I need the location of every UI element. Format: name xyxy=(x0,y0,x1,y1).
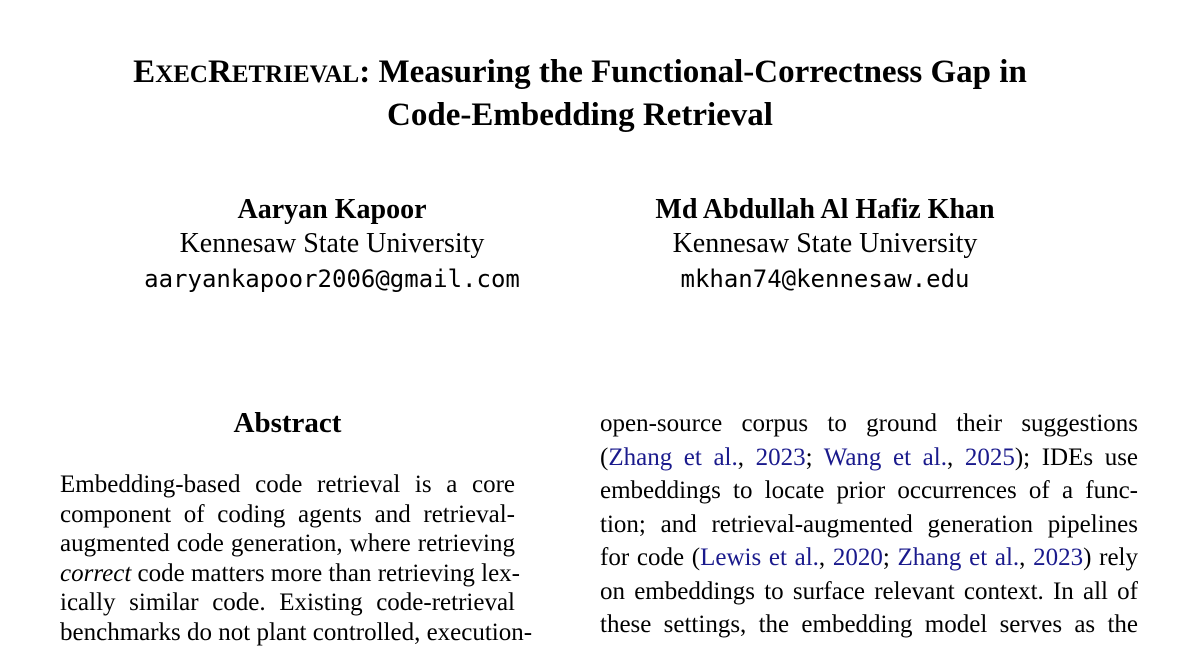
abstract-line: augmented code generation, where retrieving xyxy=(60,530,515,558)
citation-year-link[interactable]: 2020 xyxy=(832,544,883,571)
abstract-line-rest: code matters more than retrieving lex- xyxy=(131,559,520,587)
intro-line: these settings, the embedding model serves as the xyxy=(600,611,1138,638)
intro-line: open-source corpus to ground their suggestions xyxy=(600,410,1138,437)
citation-sep: , xyxy=(737,443,756,471)
intro-line-rest: ); IDEs use xyxy=(1014,443,1139,471)
title-smallcaps-initial: E xyxy=(133,54,156,90)
author-affiliation: Kennesaw State University xyxy=(672,228,978,259)
intro-line-pre: for code ( xyxy=(600,544,701,571)
paren: ( xyxy=(600,443,609,471)
intro-line: tion; and retrieval-augmented generation pipelines xyxy=(600,510,1138,538)
citation-year-link[interactable]: 2023 xyxy=(1033,544,1084,571)
intro-line: embeddings to locate prior occurrences of a func- xyxy=(600,477,1138,504)
citation-lewis-2020[interactable]: Lewis et al. xyxy=(700,544,819,571)
author-email: mkhan74@kennesaw.edu xyxy=(680,265,970,293)
author-block-2 xyxy=(575,193,1075,297)
citation-zhang-2023[interactable]: Zhang et al. xyxy=(608,443,738,471)
author-name: Aaryan Kapoor xyxy=(237,194,427,225)
author-name: Md Abdullah Al Hafiz Khan xyxy=(655,194,995,225)
title-smallcaps: ETRIEVAL xyxy=(231,61,360,88)
emphasis-correct: correct xyxy=(60,559,132,587)
title-rest: : Measuring the Functional-Correctness Gap in xyxy=(359,54,1027,90)
abstract-body xyxy=(60,470,533,648)
citation-sep: ; xyxy=(805,443,824,471)
paper-title xyxy=(0,52,1160,135)
intro-line: on embeddings to surface relevant context. In all of xyxy=(600,577,1138,605)
abstract-line: ically similar code. Existing code-retrieval xyxy=(60,589,515,617)
citation-sep: , xyxy=(946,443,965,471)
citation-year-link[interactable]: 2025 xyxy=(964,443,1015,471)
author-affiliation: Kennesaw State University xyxy=(179,228,485,259)
introduction-body xyxy=(600,407,1138,642)
citation-sep: , xyxy=(818,544,833,571)
abstract-heading: Abstract xyxy=(233,407,342,439)
title-smallcaps-initial: R xyxy=(207,54,232,90)
title-line-1 xyxy=(0,52,1160,95)
abstract-line: benchmarks do not plant controlled, execution- xyxy=(60,618,533,646)
citation-wang-2025[interactable]: Wang et al. xyxy=(823,443,947,471)
abstract-line xyxy=(60,559,520,589)
abstract-line: Embedding-based code retrieval is a core xyxy=(60,471,515,498)
title-line-2: Code-Embedding Retrieval xyxy=(387,97,773,133)
intro-line xyxy=(600,541,1138,575)
citation-sep: , xyxy=(1019,544,1034,571)
author-block-1 xyxy=(82,193,582,297)
intro-line-rest: ) rely xyxy=(1083,544,1138,571)
title-smallcaps: XEC xyxy=(155,61,208,88)
author-email: aaryankapoor2006@gmail.com xyxy=(144,265,520,293)
citation-zhang-2023[interactable]: Zhang et al. xyxy=(897,544,1020,571)
intro-line xyxy=(600,441,1138,475)
citation-year-link[interactable]: 2023 xyxy=(755,443,806,471)
abstract-line: component of coding agents and retrieval- xyxy=(60,500,515,528)
citation-sep: ; xyxy=(882,544,898,571)
